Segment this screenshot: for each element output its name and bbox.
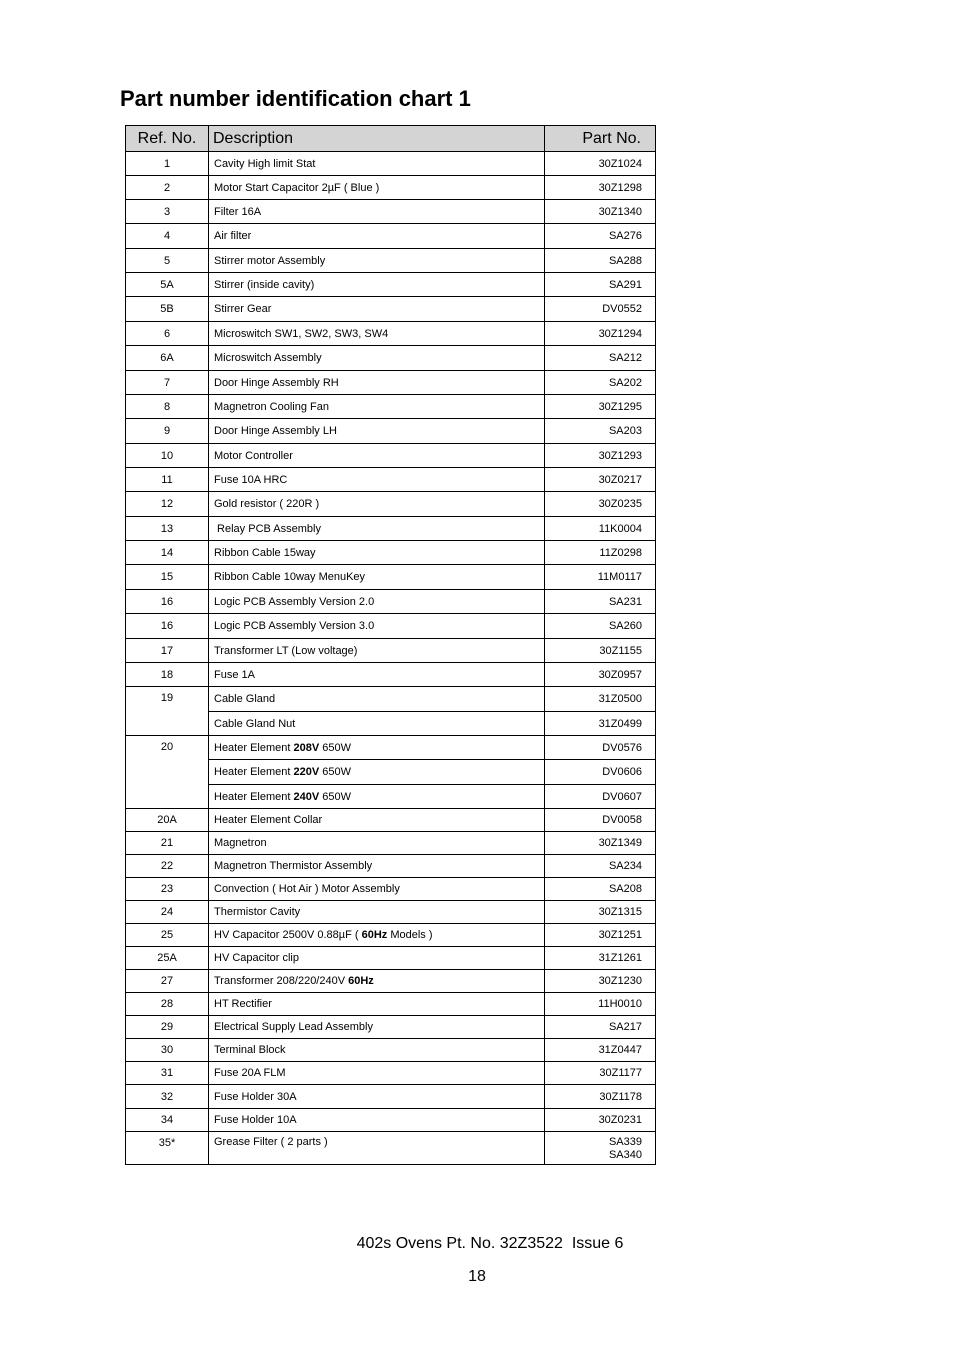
table-row: [126, 371, 656, 395]
description-cell: Electrical Supply Lead Assembly: [209, 1016, 545, 1039]
table-row: [126, 901, 656, 924]
ref-cell: 8: [126, 395, 209, 419]
part-number-cell: SA203: [545, 419, 656, 444]
description-cell: Microswitch Assembly: [209, 346, 545, 371]
part-number-cell: SA208: [545, 878, 656, 901]
description-cell: Fuse 10A HRC: [209, 468, 545, 492]
description-cell: Heater Element Collar: [209, 809, 545, 832]
ref-cell: 19: [126, 687, 209, 736]
description-cell: Grease Filter ( 2 parts ): [209, 1132, 545, 1165]
ref-cell: 29: [126, 1016, 209, 1039]
description-cell: Terminal Block: [209, 1039, 545, 1062]
part-number-cell: DV0607: [545, 785, 656, 809]
table-row: [126, 639, 656, 663]
ref-cell: 9: [126, 419, 209, 444]
description-cell: [209, 924, 545, 947]
table-row: [126, 541, 656, 565]
description-cell: Door Hinge Assembly RH: [209, 371, 545, 395]
part-number-cell: 30Z1024: [545, 152, 656, 176]
description-suffix: 650W: [319, 741, 351, 754]
table-row: [126, 176, 656, 200]
part-number-cell: 30Z1251: [545, 924, 656, 947]
description-text: Heater Element: [214, 766, 294, 778]
ref-cell: 35*: [126, 1132, 209, 1165]
frequency-text: 60Hz: [348, 975, 374, 987]
table-row: [126, 200, 656, 224]
ref-cell: 30: [126, 1039, 209, 1062]
ref-cell: 6: [126, 322, 209, 346]
table-row: [126, 736, 656, 760]
part-number-cell: 31Z0447: [545, 1039, 656, 1062]
table-row: [126, 1132, 656, 1165]
table-row: [126, 517, 656, 541]
part-number-cell: SA217: [545, 1016, 656, 1039]
page-number: 18: [468, 1268, 486, 1285]
part-number-cell: 30Z1349: [545, 832, 656, 855]
part-number-cell: 31Z1261: [545, 947, 656, 970]
ref-cell: 6A: [126, 346, 209, 371]
voltage-text: 220V: [293, 766, 320, 778]
page-title: Part number identification chart 1: [120, 86, 471, 111]
part-number-cell: 30Z0235: [545, 492, 656, 517]
ref-cell: 31: [126, 1062, 209, 1085]
part-number-cell: 11H0010: [545, 993, 656, 1016]
part-number-cell: SA212: [545, 346, 656, 371]
ref-cell: 25A: [126, 947, 209, 970]
ref-cell: 16: [126, 614, 209, 639]
table-row: [126, 970, 656, 993]
description-cell: [209, 785, 545, 809]
table-row: [126, 1109, 656, 1132]
description-cell: Logic PCB Assembly Version 2.0: [209, 590, 545, 614]
table-row: [126, 878, 656, 901]
part-number-cell: 30Z1155: [545, 639, 656, 663]
description-text: Heater Element: [214, 741, 294, 754]
frequency-text: 60Hz: [361, 929, 388, 941]
description-cell: Fuse Holder 10A: [209, 1109, 545, 1132]
table-row: [126, 924, 656, 947]
ref-cell: 21: [126, 832, 209, 855]
description-cell: Magnetron Thermistor Assembly: [209, 855, 545, 878]
part-number-cell: DV0058: [545, 809, 656, 832]
part-number-line: SA339: [608, 1136, 642, 1148]
ref-cell: 10: [126, 444, 209, 468]
ref-cell: 17: [126, 639, 209, 663]
document-reference-text: 402s Ovens Pt. No. 32Z3522 Issue 6: [356, 1235, 624, 1252]
description-cell: [209, 760, 545, 785]
voltage-text: 240V: [293, 790, 320, 803]
ref-cell: 2: [126, 176, 209, 200]
description-cell: [209, 970, 545, 993]
description-cell: Cable Gland: [209, 687, 545, 712]
part-number-cell: 30Z1230: [545, 970, 656, 993]
ref-cell: 5A: [126, 273, 209, 297]
header-ref-no: Ref. No.: [126, 126, 209, 152]
ref-cell: 5B: [126, 297, 209, 322]
description-cell: Logic PCB Assembly Version 3.0: [209, 614, 545, 639]
ref-cell: 18: [126, 663, 209, 687]
description-cell: HV Capacitor clip: [209, 947, 545, 970]
part-number-line: SA340: [608, 1149, 642, 1161]
parts-table: [125, 125, 656, 1165]
description-cell: Stirrer motor Assembly: [209, 249, 545, 273]
description-cell: Relay PCB Assembly: [209, 517, 545, 541]
part-number-cell: 30Z1177: [545, 1062, 656, 1085]
table-row: [126, 468, 656, 492]
part-number-cell: [545, 1132, 656, 1165]
part-number-cell: SA291: [545, 273, 656, 297]
ref-cell: 11: [126, 468, 209, 492]
description-cell: Door Hinge Assembly LH: [209, 419, 545, 444]
description-cell: Cavity High limit Stat: [209, 152, 545, 176]
table-row: [126, 224, 656, 249]
part-number-cell: 30Z0217: [545, 468, 656, 492]
table-row: [126, 832, 656, 855]
part-number-cell: DV0552: [545, 297, 656, 322]
table-row: [126, 947, 656, 970]
description-cell: Motor Controller: [209, 444, 545, 468]
voltage-text: 208V: [293, 741, 320, 754]
part-number-cell: 11Z0298: [545, 541, 656, 565]
part-number-cell: 30Z1298: [545, 176, 656, 200]
part-number-cell: DV0576: [545, 736, 656, 760]
table-row: [126, 993, 656, 1016]
ref-cell: 4: [126, 224, 209, 249]
description-text: HV Capacitor 2500V 0.88µF (: [214, 929, 362, 941]
table-row: [126, 590, 656, 614]
table-row: [126, 1085, 656, 1109]
ref-cell: 28: [126, 993, 209, 1016]
table-row: [126, 1016, 656, 1039]
part-number-cell: 11K0004: [545, 517, 656, 541]
table-row: [126, 1039, 656, 1062]
ref-cell: 12: [126, 492, 209, 517]
ref-cell: 25: [126, 924, 209, 947]
ref-cell: 32: [126, 1085, 209, 1109]
description-cell: Ribbon Cable 10way MenuKey: [209, 565, 545, 590]
document-reference: [0, 1235, 954, 1253]
description-cell: Gold resistor ( 220R ): [209, 492, 545, 517]
part-number-cell: 30Z0231: [545, 1109, 656, 1132]
table-row: [126, 855, 656, 878]
description-cell: Ribbon Cable 15way: [209, 541, 545, 565]
part-number-cell: 31Z0500: [545, 687, 656, 712]
description-cell: Microswitch SW1, SW2, SW3, SW4: [209, 322, 545, 346]
part-number-cell: SA260: [545, 614, 656, 639]
part-number-cell: SA288: [545, 249, 656, 273]
header-part-no: Part No.: [545, 126, 656, 152]
table-row: [126, 663, 656, 687]
header-description: Description: [209, 126, 545, 152]
ref-cell: 1: [126, 152, 209, 176]
description-cell: Stirrer Gear: [209, 297, 545, 322]
part-number-cell: SA276: [545, 224, 656, 249]
ref-cell: 14: [126, 541, 209, 565]
table-row: [126, 273, 656, 297]
description-cell: [209, 736, 545, 760]
table-row: [126, 322, 656, 346]
description-text: Heater Element: [214, 790, 294, 803]
table-row: [126, 444, 656, 468]
description-cell: Convection ( Hot Air ) Motor Assembly: [209, 878, 545, 901]
description-cell: Cable Gland Nut: [209, 712, 545, 736]
part-number-cell: 11M0117: [545, 565, 656, 590]
ref-cell: 22: [126, 855, 209, 878]
table-row: [126, 346, 656, 371]
description-cell: Air filter: [209, 224, 545, 249]
table-row: [126, 614, 656, 639]
part-number-cell: 30Z1295: [545, 395, 656, 419]
part-number-cell: 31Z0499: [545, 712, 656, 736]
description-cell: Filter 16A: [209, 200, 545, 224]
description-suffix: 650W: [319, 766, 351, 778]
table-row: [126, 152, 656, 176]
ref-cell: 13: [126, 517, 209, 541]
ref-cell: 23: [126, 878, 209, 901]
ref-cell: 27: [126, 970, 209, 993]
ref-cell: 34: [126, 1109, 209, 1132]
ref-cell: 16: [126, 590, 209, 614]
part-number-cell: 30Z1340: [545, 200, 656, 224]
ref-cell: 3: [126, 200, 209, 224]
table-row: [126, 395, 656, 419]
description-suffix: Models ): [387, 929, 433, 941]
description-cell: Fuse Holder 30A: [209, 1085, 545, 1109]
description-cell: Fuse 20A FLM: [209, 1062, 545, 1085]
part-number-cell: 30Z0957: [545, 663, 656, 687]
part-number-cell: SA231: [545, 590, 656, 614]
table-row: [126, 687, 656, 712]
part-number-cell: 30Z1315: [545, 901, 656, 924]
description-cell: Magnetron: [209, 832, 545, 855]
part-number-cell: 30Z1293: [545, 444, 656, 468]
part-number-cell: SA202: [545, 371, 656, 395]
table-row: [126, 297, 656, 322]
description-cell: Thermistor Cavity: [209, 901, 545, 924]
ref-cell: 24: [126, 901, 209, 924]
ref-cell: 20: [126, 736, 209, 809]
part-number-cell: 30Z1178: [545, 1085, 656, 1109]
ref-cell: 5: [126, 249, 209, 273]
ref-cell: 20A: [126, 809, 209, 832]
part-number-cell: DV0606: [545, 760, 656, 785]
description-cell: HT Rectifier: [209, 993, 545, 1016]
description-text: Transformer 208/220/240V: [214, 975, 349, 987]
part-number-cell: SA234: [545, 855, 656, 878]
ref-cell: 7: [126, 371, 209, 395]
table-row: [126, 492, 656, 517]
description-cell: Stirrer (inside cavity): [209, 273, 545, 297]
description-cell: Motor Start Capacitor 2µF ( Blue ): [209, 176, 545, 200]
description-suffix: 650W: [319, 790, 351, 803]
table-header-row: [126, 126, 656, 152]
ref-cell: 15: [126, 565, 209, 590]
description-cell: Transformer LT (Low voltage): [209, 639, 545, 663]
part-number-cell: 30Z1294: [545, 322, 656, 346]
description-cell: Magnetron Cooling Fan: [209, 395, 545, 419]
description-cell: Fuse 1A: [209, 663, 545, 687]
table-row: [126, 249, 656, 273]
table-row: [126, 1062, 656, 1085]
table-row: [126, 565, 656, 590]
table-row: [126, 809, 656, 832]
table-row: [126, 419, 656, 444]
